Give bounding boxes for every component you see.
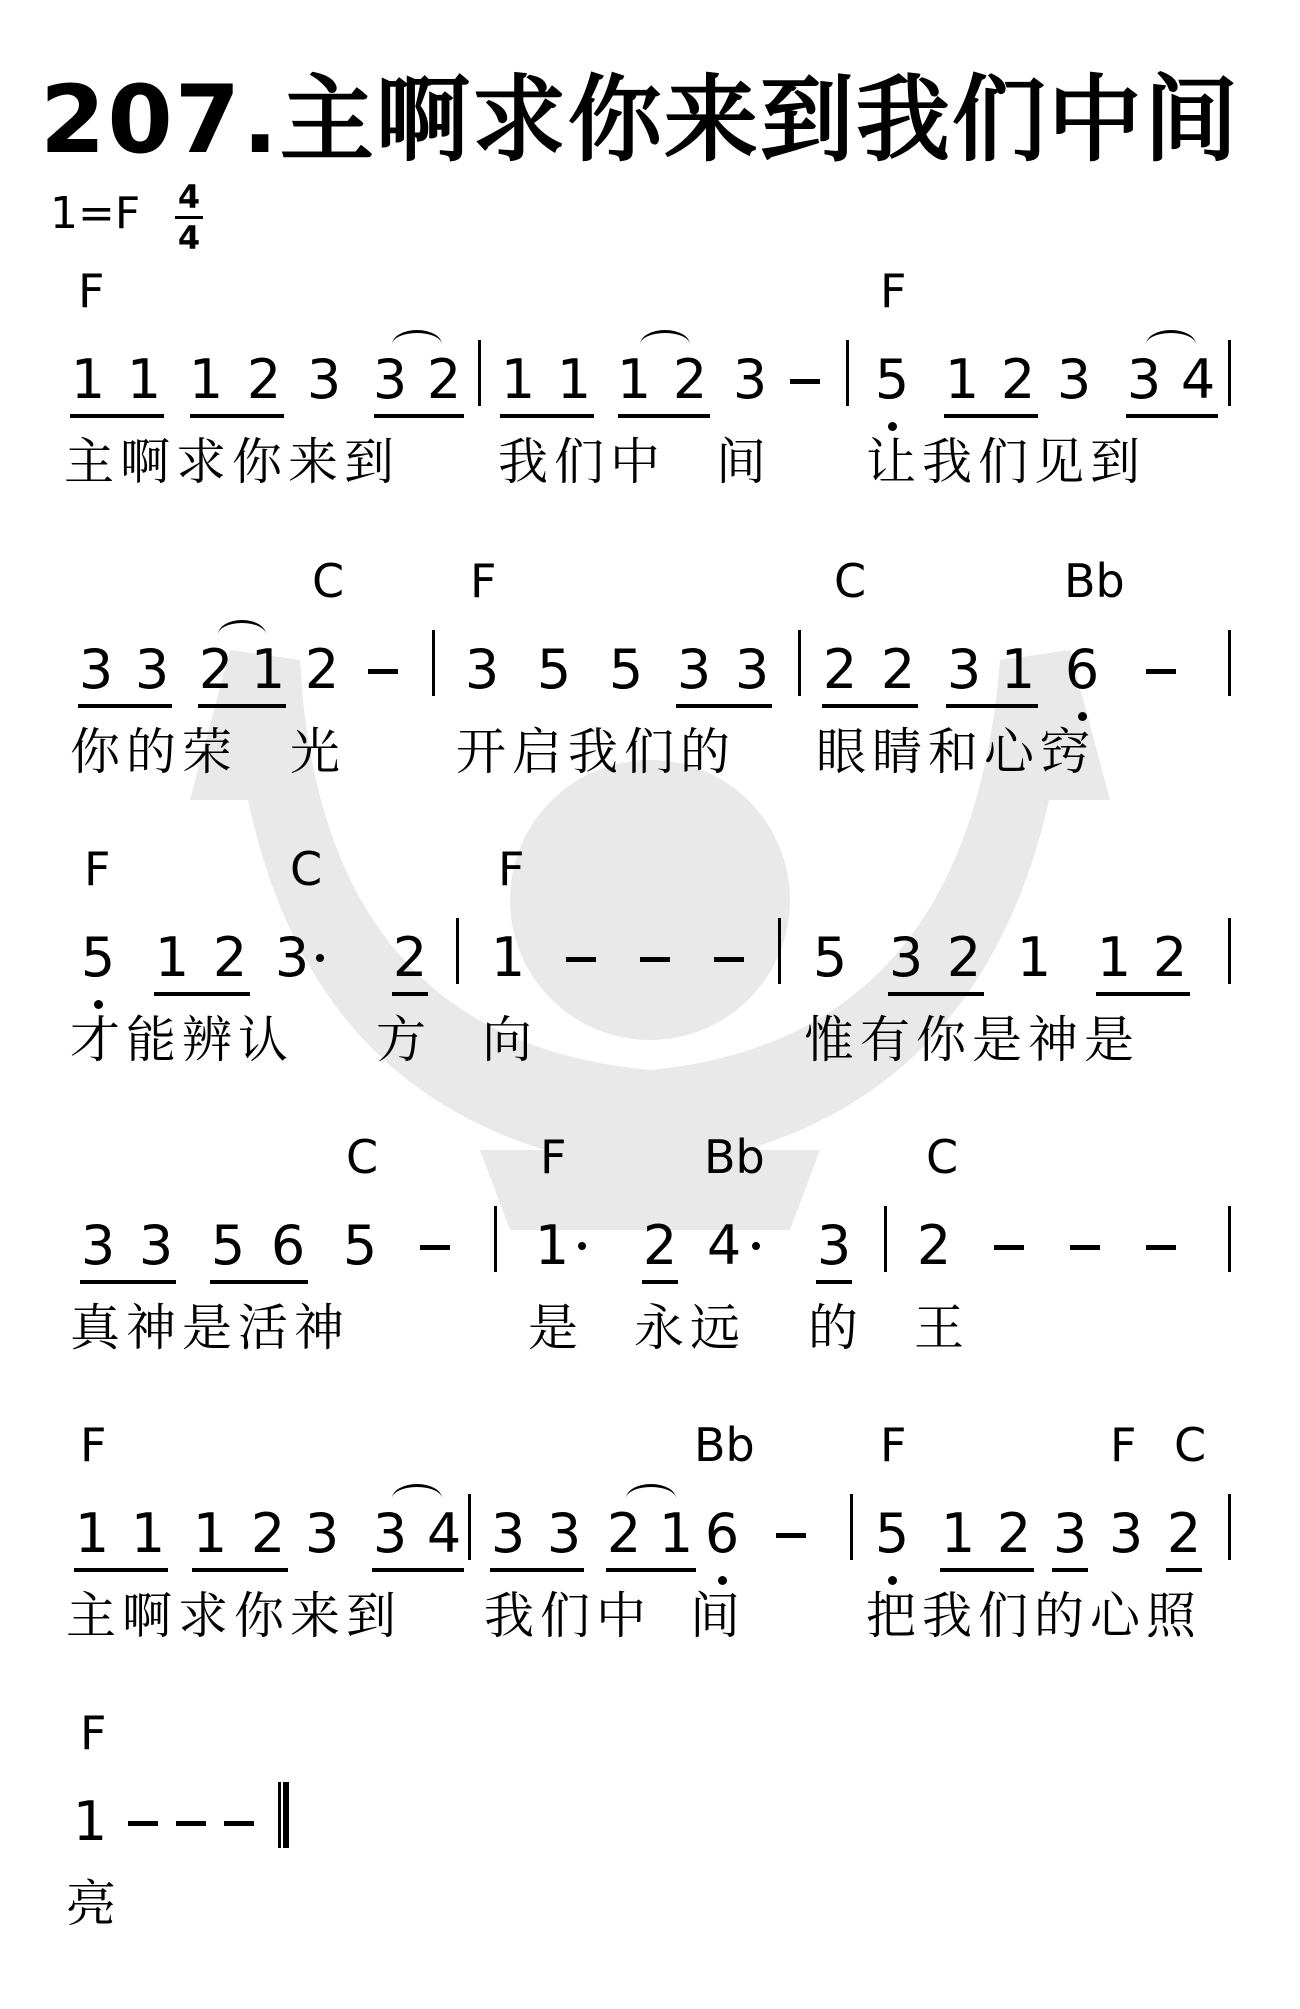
- note: 1: [130, 1502, 166, 1565]
- note: 3: [1108, 1502, 1144, 1565]
- low-octave-dot: [718, 1576, 727, 1585]
- lyric: 永远: [634, 1299, 746, 1357]
- note: 2: [822, 638, 858, 701]
- underline: [822, 704, 918, 708]
- chord: Bb: [1064, 554, 1125, 608]
- note: 2: [304, 638, 340, 701]
- note: 6: [270, 1214, 306, 1277]
- note: 3: [134, 638, 170, 701]
- note: 2: [1152, 926, 1188, 989]
- lyric: 真神是活神: [70, 1299, 350, 1357]
- note: 3: [490, 1502, 526, 1565]
- augmentation-dot: [316, 954, 324, 962]
- note: 1: [490, 926, 526, 989]
- time-signature-top: 4: [177, 178, 201, 216]
- chord: F: [80, 1706, 107, 1760]
- underline: [940, 1568, 1034, 1572]
- note: 6: [1064, 638, 1100, 701]
- sustain-dash: [128, 1821, 158, 1826]
- note: 1: [534, 1214, 570, 1277]
- underline: [392, 992, 428, 996]
- note: 1: [1096, 926, 1132, 989]
- note: 3: [78, 638, 114, 701]
- underline: [606, 1568, 696, 1572]
- note: 3: [1126, 348, 1162, 411]
- note: 5: [874, 348, 910, 411]
- note: 3: [732, 348, 768, 411]
- chord: C: [290, 842, 323, 896]
- chord: F: [498, 842, 525, 896]
- lyric: 你的荣: [70, 723, 238, 781]
- augmentation-dot: [752, 1242, 760, 1250]
- lyric: 眼睛和心窍: [816, 723, 1096, 781]
- sustain-dash: [714, 957, 744, 962]
- lyric: 方: [376, 1011, 432, 1069]
- note: 1: [944, 348, 980, 411]
- note: 5: [80, 926, 116, 989]
- note: 5: [342, 1214, 378, 1277]
- time-signature-bottom: 4: [177, 219, 201, 257]
- lyric: 让我们见到: [866, 433, 1146, 491]
- note: 1: [72, 1790, 108, 1853]
- key-signature: 1=F: [50, 188, 141, 239]
- bar-line: [1228, 340, 1231, 406]
- underline: [74, 1568, 168, 1572]
- note: 2: [916, 1214, 952, 1277]
- note: 5: [874, 1502, 910, 1565]
- note: 1: [70, 348, 106, 411]
- underline: [192, 1568, 288, 1572]
- chord: C: [312, 554, 345, 608]
- lyric: 间: [690, 1587, 746, 1645]
- note: 3: [372, 348, 408, 411]
- underline: [1052, 1568, 1088, 1572]
- lyric: 间: [716, 433, 772, 491]
- sustain-dash: [640, 957, 670, 962]
- low-octave-dot: [94, 1000, 103, 1009]
- underline: [1166, 1568, 1202, 1572]
- note: 1: [1016, 926, 1052, 989]
- sustain-dash: [1146, 1245, 1176, 1250]
- underline: [946, 704, 1038, 708]
- lyric: 是: [528, 1299, 584, 1357]
- lyric: 主啊求你来到: [66, 1587, 402, 1645]
- chord: F: [540, 1130, 567, 1184]
- sustain-dash: [566, 957, 596, 962]
- chord: F: [84, 842, 111, 896]
- note: 1: [616, 348, 652, 411]
- underline: [618, 414, 710, 418]
- lyric: 主啊求你来到: [64, 433, 400, 491]
- note: 2: [198, 638, 234, 701]
- note: 1: [250, 638, 286, 701]
- note: 2: [426, 348, 462, 411]
- bar-line: [1228, 1494, 1231, 1560]
- chord: F: [880, 1418, 907, 1472]
- underline: [1096, 992, 1190, 996]
- note: 2: [996, 1502, 1032, 1565]
- note: 3: [676, 638, 712, 701]
- sustain-dash: [224, 1821, 254, 1826]
- note: 3: [464, 638, 500, 701]
- bar-line: [1228, 630, 1231, 696]
- note: 5: [608, 638, 644, 701]
- underline: [888, 992, 984, 996]
- sustain-dash: [1146, 669, 1176, 674]
- augmentation-dot: [578, 1242, 586, 1250]
- chord: Bb: [694, 1418, 755, 1472]
- note: 1: [1000, 638, 1036, 701]
- note: 1: [940, 1502, 976, 1565]
- lyric: 我们中: [498, 433, 666, 491]
- note: 4: [706, 1214, 742, 1277]
- underline: [500, 414, 594, 418]
- slur-tie: [1146, 330, 1196, 359]
- note: 4: [426, 1502, 462, 1565]
- underline: [816, 1280, 852, 1284]
- note: 2: [606, 1502, 642, 1565]
- sustain-dash: [1070, 1245, 1100, 1250]
- lyric: 我们中: [484, 1587, 652, 1645]
- chord: Bb: [704, 1130, 765, 1184]
- underline: [676, 704, 772, 708]
- note: 5: [536, 638, 572, 701]
- bar-line: [478, 340, 481, 406]
- sustain-dash: [368, 669, 398, 674]
- note: 1: [154, 926, 190, 989]
- note: 1: [658, 1502, 694, 1565]
- underline: [78, 704, 172, 708]
- low-octave-dot: [1078, 712, 1087, 721]
- note: 3: [946, 638, 982, 701]
- sustain-dash: [176, 1821, 206, 1826]
- underline: [372, 1568, 464, 1572]
- slur-tie: [626, 1484, 676, 1513]
- chord: C: [1174, 1418, 1207, 1472]
- underline: [190, 414, 284, 418]
- note: 1: [74, 1502, 110, 1565]
- underline: [1126, 414, 1218, 418]
- chord: C: [346, 1130, 379, 1184]
- time-signature: [172, 180, 206, 255]
- slur-tie: [218, 620, 266, 649]
- bar-line: [846, 340, 849, 406]
- chord: C: [926, 1130, 959, 1184]
- underline: [210, 1280, 308, 1284]
- note: 3: [138, 1214, 174, 1277]
- underline: [70, 414, 164, 418]
- note: 3: [1056, 348, 1092, 411]
- note: 3: [80, 1214, 116, 1277]
- bar-line: [778, 918, 781, 984]
- note: 2: [642, 1214, 678, 1277]
- underline: [944, 414, 1038, 418]
- sustain-dash: [994, 1245, 1024, 1250]
- bar-line: [494, 1206, 497, 1272]
- lyric: 才能辨认: [70, 1011, 294, 1069]
- underline: [198, 704, 286, 708]
- chord: F: [1110, 1418, 1137, 1472]
- underline: [642, 1280, 678, 1284]
- note: 2: [250, 1502, 286, 1565]
- underline: [374, 414, 464, 418]
- lyric: 把我们的心照: [866, 1587, 1202, 1645]
- bar-line: [798, 630, 801, 696]
- note: 3: [306, 348, 342, 411]
- note: 6: [704, 1502, 740, 1565]
- bar-line: [884, 1206, 887, 1272]
- note: 3: [274, 926, 310, 989]
- note: 3: [816, 1214, 852, 1277]
- note: 2: [880, 638, 916, 701]
- note: 2: [1000, 348, 1036, 411]
- lyric: 王: [914, 1299, 970, 1357]
- sustain-dash: [776, 1533, 806, 1538]
- note: 2: [1166, 1502, 1202, 1565]
- slur-tie: [392, 330, 442, 359]
- chord: F: [880, 264, 907, 318]
- chord: F: [470, 554, 497, 608]
- note: 1: [500, 348, 536, 411]
- slur-tie: [640, 330, 690, 359]
- lyric: 光: [290, 723, 346, 781]
- song-title: 207.主啊求你来到我们中间: [40, 66, 1240, 175]
- lyric: 向: [482, 1011, 538, 1069]
- note: 5: [812, 926, 848, 989]
- underline: [80, 1280, 176, 1284]
- low-octave-dot: [888, 422, 897, 431]
- note: 1: [188, 348, 224, 411]
- note: 1: [556, 348, 592, 411]
- note: 2: [672, 348, 708, 411]
- underline: [490, 1568, 584, 1572]
- lyric: 惟有你是神是: [804, 1011, 1140, 1069]
- note: 3: [372, 1502, 408, 1565]
- lyric: 开启我们的: [456, 723, 736, 781]
- sustain-dash: [790, 379, 820, 384]
- bar-line: [456, 918, 459, 984]
- note: 3: [546, 1502, 582, 1565]
- chord: F: [78, 264, 105, 318]
- note: 2: [392, 926, 428, 989]
- note: 3: [304, 1502, 340, 1565]
- chord: C: [834, 554, 867, 608]
- chord: F: [80, 1418, 107, 1472]
- final-double-bar: [278, 1782, 289, 1848]
- bar-line: [468, 1494, 471, 1560]
- note: 1: [126, 348, 162, 411]
- note: 2: [246, 348, 282, 411]
- bar-line: [1228, 918, 1231, 984]
- note: 5: [210, 1214, 246, 1277]
- low-octave-dot: [888, 1576, 897, 1585]
- lyric: 的: [808, 1299, 864, 1357]
- sustain-dash: [420, 1245, 450, 1250]
- note: 4: [1180, 348, 1216, 411]
- underline: [154, 992, 250, 996]
- bar-line: [432, 630, 435, 696]
- slur-tie: [392, 1484, 442, 1513]
- lyric: 亮: [66, 1875, 122, 1933]
- bar-line: [1228, 1206, 1231, 1272]
- note: 1: [192, 1502, 228, 1565]
- bar-line: [850, 1494, 853, 1560]
- note: 2: [946, 926, 982, 989]
- note: 3: [1052, 1502, 1088, 1565]
- note: 2: [212, 926, 248, 989]
- note: 3: [734, 638, 770, 701]
- note: 3: [888, 926, 924, 989]
